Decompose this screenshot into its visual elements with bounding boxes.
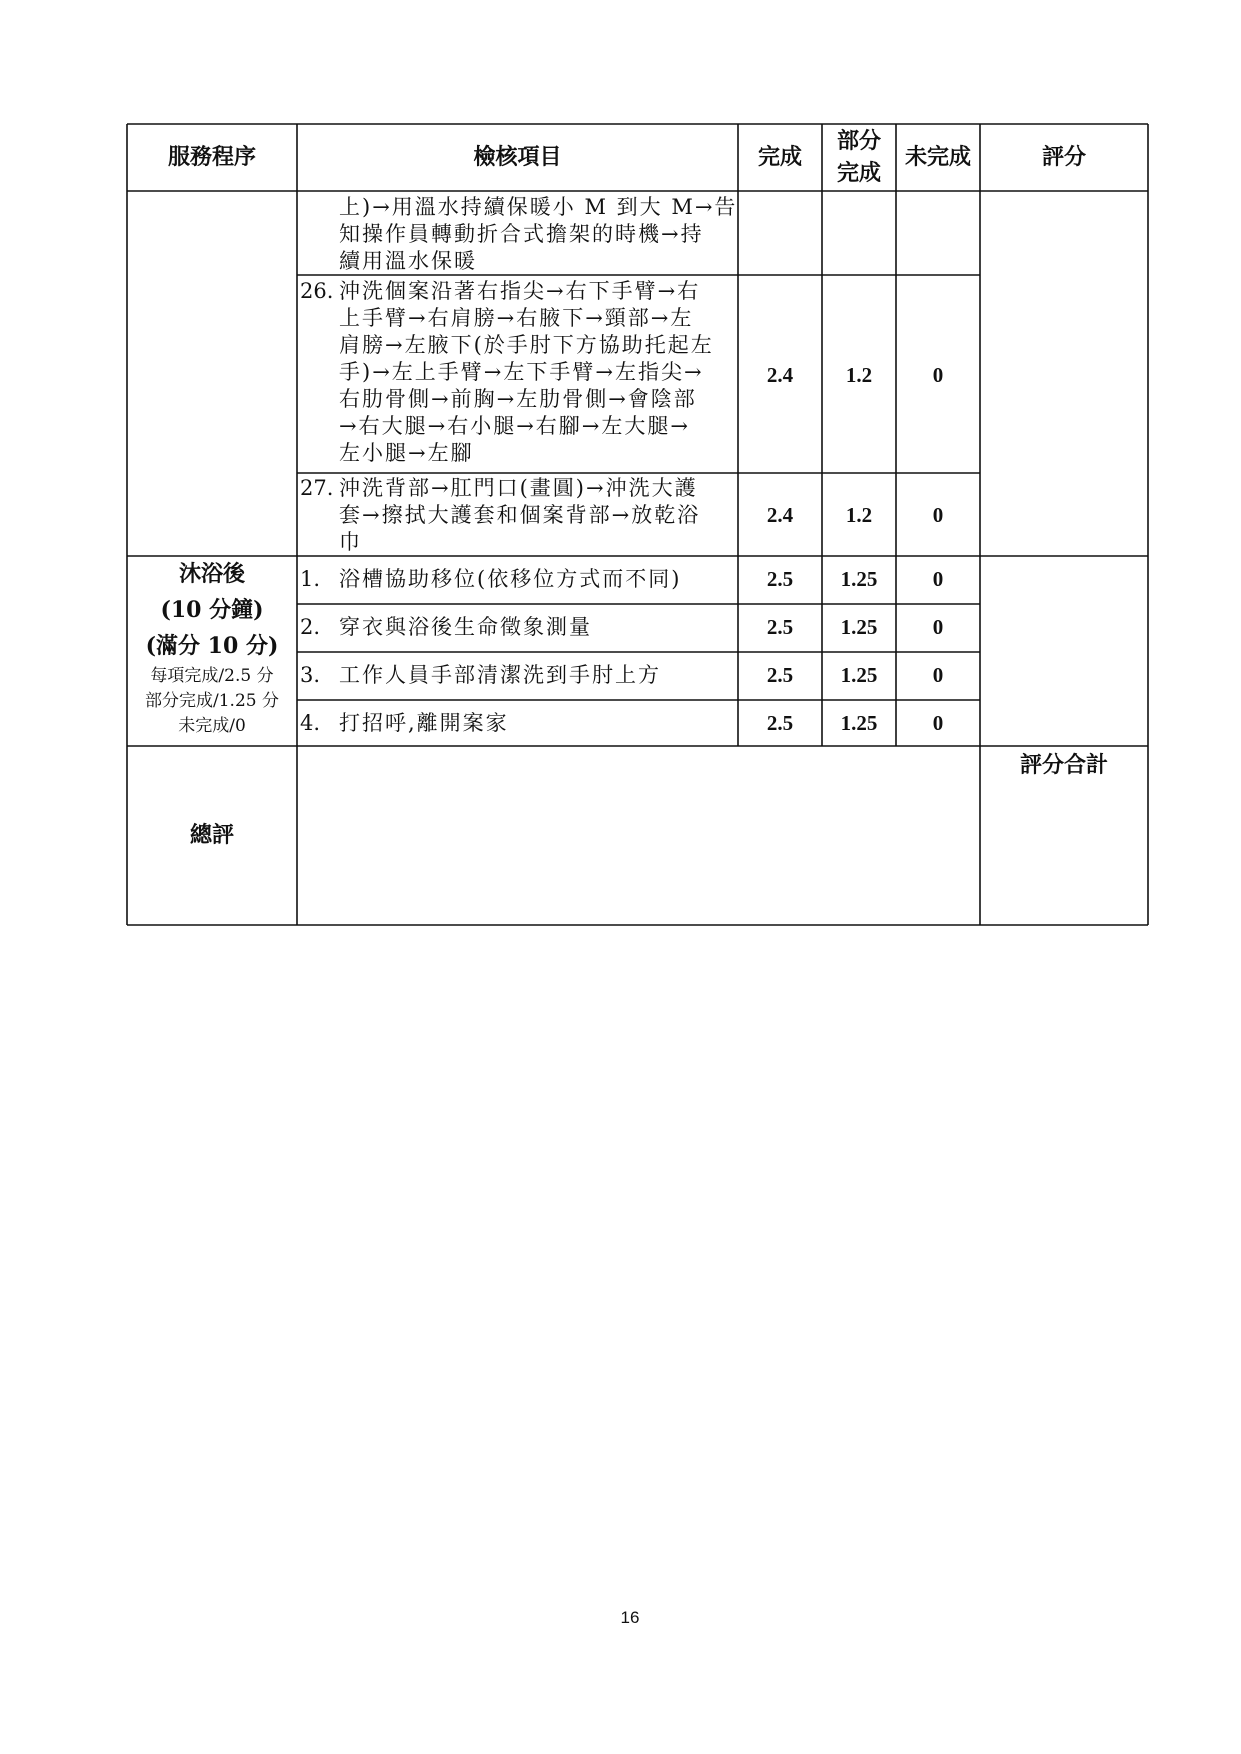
item-number: 3.	[300, 663, 321, 687]
item-number: 4.	[300, 711, 321, 735]
score-partial: 1.25	[840, 711, 878, 735]
header-partial-line1: 部分	[836, 128, 881, 154]
score-incomplete: 0	[932, 363, 944, 387]
header-incomplete: 未完成	[904, 144, 971, 170]
score-incomplete: 0	[932, 615, 944, 639]
score-complete: 2.5	[766, 567, 794, 591]
header-score: 評分	[1041, 144, 1086, 170]
score-complete: 2.4	[766, 363, 794, 387]
item-text-line: 手)→左上手臂→左下手臂→左指尖→	[339, 360, 704, 384]
score-incomplete: 0	[932, 663, 944, 687]
section-duration: (10 分鐘)	[160, 597, 264, 623]
overall-evaluation-label: 總評	[189, 822, 234, 848]
header-complete: 完成	[757, 144, 802, 170]
header-check-items: 檢核項目	[473, 144, 562, 170]
item-text-line: 巾	[339, 530, 362, 554]
item-text-line: 套→擦拭大護套和個案背部→放乾浴	[339, 503, 701, 527]
item-text-line: 續用溫水保暖	[339, 249, 477, 273]
score-complete: 2.5	[766, 663, 794, 687]
item-text: 打招呼,離開案家	[339, 711, 509, 735]
score-partial: 1.25	[840, 663, 878, 687]
score-complete: 2.5	[766, 615, 794, 639]
total-score-label: 評分合計	[1019, 752, 1108, 778]
item-text-line: 沖洗個案沿著右指尖→右下手臂→右	[339, 279, 701, 303]
header-partial-line2: 完成	[836, 160, 881, 186]
item-text: 浴槽協助移位(依移位方式而不同)	[339, 567, 682, 591]
item-text-line: 知操作員轉動折合式擔架的時機→持	[339, 222, 704, 246]
score-partial: 1.2	[845, 503, 873, 527]
scoring-rule: 部分完成/1.25 分	[145, 691, 279, 711]
score-complete: 2.5	[766, 711, 794, 735]
score-partial: 1.2	[845, 363, 873, 387]
section-title: 沐浴後	[178, 561, 245, 587]
scoring-rule: 未完成/0	[178, 716, 246, 736]
score-partial: 1.25	[840, 567, 878, 591]
item-text-line: 左小腿→左腳	[339, 441, 474, 465]
item-text: 工作人員手部清潔洗到手肘上方	[339, 663, 661, 687]
item-text-line: 上)→用溫水持續保暖小 M 到大 M→告	[339, 195, 738, 219]
score-partial: 1.25	[840, 615, 878, 639]
item-number: 27.	[300, 476, 334, 500]
score-incomplete: 0	[932, 503, 944, 527]
score-incomplete: 0	[932, 711, 944, 735]
item-text-line: →右大腿→右小腿→右腳→左大腿→	[339, 414, 690, 438]
item-text-line: 沖洗背部→肛門口(畫圓)→沖洗大護	[339, 476, 698, 500]
scoring-rule: 每項完成/2.5 分	[150, 666, 274, 686]
section-full-score: (滿分 10 分)	[145, 633, 279, 659]
item-text-line: 右肋骨側→前胸→左肋骨側→會陰部	[339, 387, 697, 411]
item-number: 26.	[300, 279, 334, 303]
item-number: 1.	[300, 567, 321, 591]
page-number: 16	[620, 1608, 640, 1627]
score-complete: 2.4	[766, 503, 794, 527]
score-incomplete: 0	[932, 567, 944, 591]
item-text-line: 上手臂→右肩膀→右腋下→頸部→左	[339, 306, 694, 330]
header-procedure: 服務程序	[167, 144, 256, 170]
item-text-line: 肩膀→左腋下(於手肘下方協助托起左	[339, 333, 714, 357]
item-number: 2.	[300, 615, 321, 639]
item-text: 穿衣與浴後生命徵象測量	[339, 615, 592, 639]
